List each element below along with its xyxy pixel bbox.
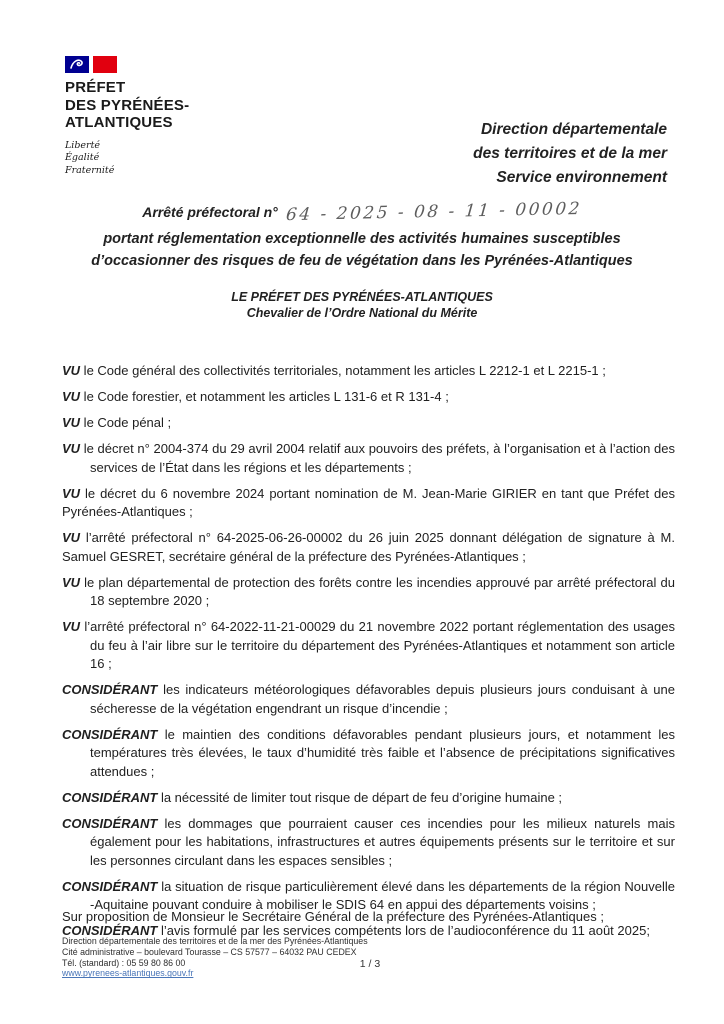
prefecture-logo bbox=[65, 56, 255, 177]
recital-paragraph bbox=[62, 726, 675, 782]
authority-subtitle: Chevalier de l’Ordre National du Mérite bbox=[246, 306, 478, 320]
prefecture-website-link[interactable]: www.pyrenees-atlantiques.gouv.fr bbox=[62, 968, 194, 979]
prefecture-name-line: ATLANTIQUES bbox=[65, 114, 173, 131]
recital-text: le plan départemental de protection des forêts contre les incendies approuvé par arrêté préfectoral du 18 septembre 2020 ; bbox=[80, 574, 675, 608]
recital-paragraph bbox=[62, 815, 675, 871]
flag-blue-band bbox=[65, 56, 89, 73]
recital-keyword: CONSIDÉRANT bbox=[62, 923, 158, 938]
recital-paragraph bbox=[62, 440, 675, 477]
recital-keyword: VU bbox=[62, 530, 81, 545]
recital-keyword: CONSIDÉRANT bbox=[62, 815, 158, 831]
recital-keyword: VU bbox=[62, 363, 81, 378]
prefecture-name bbox=[65, 79, 255, 132]
recitals-section bbox=[62, 362, 675, 948]
recital-text: le Code forestier, et notamment les articles L 131-6 et R 131-4 ; bbox=[80, 389, 449, 404]
issuing-service bbox=[473, 118, 667, 190]
decree-subtitle-line: d’occasionner des risques de feu de végétation dans les Pyrénées-Atlantiques bbox=[91, 253, 633, 269]
service-line: des territoires et de la mer bbox=[473, 145, 667, 162]
recital-keyword: VU bbox=[62, 574, 81, 590]
page-number: 1 / 3 bbox=[359, 958, 381, 970]
marianne-icon bbox=[68, 58, 86, 71]
footer-line: Cité administrative – boulevard Tourasse – CS 57577 – 64032 PAU CEDEX bbox=[62, 946, 357, 957]
authority-heading bbox=[62, 290, 662, 321]
recital-paragraph bbox=[62, 388, 675, 407]
recital-paragraph bbox=[62, 574, 675, 611]
flag-red-band bbox=[93, 56, 117, 73]
recital-text: la nécessité de limiter tout risque de départ de feu d’origine humaine ; bbox=[157, 789, 563, 805]
recital-keyword: CONSIDÉRANT bbox=[62, 682, 158, 697]
authority-title: LE PRÉFET DES PYRÉNÉES-ATLANTIQUES bbox=[231, 290, 493, 304]
service-line: Service environnement bbox=[496, 169, 667, 186]
recital-text: les indicateurs météorologiques défavorables depuis plusieurs jours conduisant à une sécheresse de la végétation engendrant un risque d’incendie ; bbox=[90, 682, 675, 716]
recital-keyword: VU bbox=[62, 389, 81, 404]
recital-paragraph bbox=[62, 485, 675, 522]
recital-paragraph bbox=[62, 529, 675, 566]
motto-line: Égalité bbox=[65, 152, 100, 163]
recital-keyword: VU bbox=[62, 485, 81, 501]
recital-text: l’avis formulé par les services compétents lors de l’audioconférence du 11 août 2025; bbox=[157, 923, 650, 938]
decree-title bbox=[62, 198, 662, 272]
decree-number-label: Arrêté préfectoral n° bbox=[142, 204, 278, 220]
recital-paragraph bbox=[62, 414, 675, 433]
recital-keyword: VU bbox=[62, 619, 81, 634]
prefecture-name-line: DES PYRÉNÉES- bbox=[65, 96, 190, 114]
recital-text: le décret du 6 novembre 2024 portant nomination de M. Jean-Marie GIRIER en tant que Préfet des Pyrénées-Atlantiques ; bbox=[62, 485, 675, 519]
recital-paragraph bbox=[62, 789, 675, 808]
french-flag-icon bbox=[65, 56, 255, 73]
motto-line: Fraternité bbox=[65, 164, 115, 176]
proposition-line: Sur proposition de Monsieur le Secrétaire Général de la préfecture des Pyrénées-Atlantiques ; bbox=[62, 909, 604, 924]
service-line: Direction départementale bbox=[480, 121, 667, 138]
decree-subtitle-line: portant réglementation exceptionnelle des activités humaines susceptibles bbox=[103, 231, 621, 247]
recital-text: le Code général des collectivités territoriales, notamment les articles L 2212-1 et L 2215-1 ; bbox=[80, 363, 606, 378]
recital-keyword: VU bbox=[62, 441, 81, 456]
recital-text: l’arrêté préfectoral n° 64-2022-11-21-00029 du 21 novembre 2022 portant réglementation des usages du feu à l’air libre sur le territoire du département des Pyrénées-Atlantiques et notamment son article 16 ; bbox=[80, 619, 675, 671]
recital-paragraph bbox=[62, 362, 675, 381]
recital-text: le Code pénal ; bbox=[80, 415, 172, 430]
recital-text: la situation de risque particulièrement élevé dans les départements de la région Nouvelle -Aquitaine pouvant conduire à mobiliser le SDIS 64 en appui des départements voisins ; bbox=[90, 878, 675, 912]
recital-keyword: CONSIDÉRANT bbox=[62, 789, 158, 805]
recital-text: les dommages que pourraient causer ces incendies pour les milieux naturels mais également pour les habitations, infrastructures et autres équipements présents sur le territoire et sur les personnes circulant dans les espaces sensibles ; bbox=[90, 815, 675, 868]
recital-keyword: CONSIDÉRANT bbox=[62, 878, 158, 894]
motto-line: Liberté bbox=[65, 139, 101, 151]
footer-line: Direction départementale des territoires et de la mer des Pyrénées-Atlantiques bbox=[62, 936, 368, 946]
recital-paragraph bbox=[62, 618, 675, 674]
footer-line: Tél. (standard) : 05 59 80 86 00 bbox=[62, 957, 186, 968]
recital-paragraph bbox=[62, 681, 675, 718]
recital-keyword: CONSIDÉRANT bbox=[62, 726, 158, 742]
republic-motto bbox=[65, 140, 255, 178]
recital-text: le maintien des conditions défavorables pendant plusieurs jours, et notamment les températures très élevées, le taux d’humidité très faible et l’absence de précipitations significatives attendues ; bbox=[90, 726, 675, 779]
decree-number-handwritten: 64 - 2025 - 08 - 11 - 00002 bbox=[284, 198, 583, 226]
prefecture-name-line: PRÉFET bbox=[65, 79, 126, 96]
recital-text: le décret n° 2004-374 du 29 avril 2004 relatif aux pouvoirs des préfets, à l’organisation et à l’action des services de l’État dans les régions et les départements ; bbox=[80, 441, 675, 475]
recital-text: l’arrêté préfectoral n° 64-2025-06-26-00002 du 26 juin 2025 donnant délégation de signature à M. Samuel GESRET, secrétaire général de la préfecture des Pyrénées-Atlantiques ; bbox=[62, 530, 675, 564]
recital-keyword: VU bbox=[62, 415, 81, 430]
